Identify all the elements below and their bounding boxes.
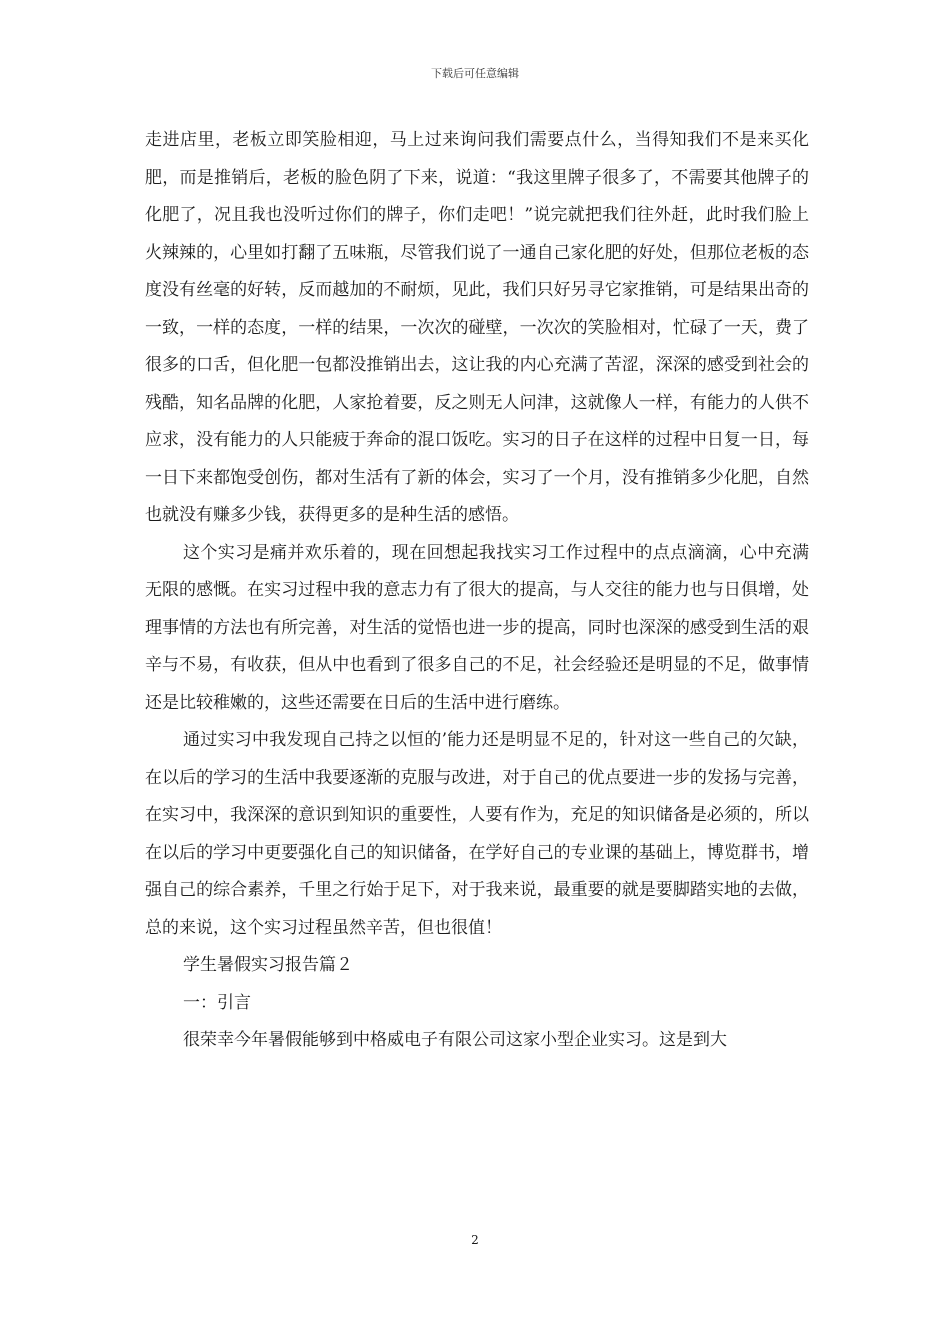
section-intro-paragraph: 很荣幸今年暑假能够到中格威电子有限公司这家小型企业实习。这是到大 — [183, 1030, 727, 1050]
document-body — [145, 122, 809, 1060]
paragraph-continuation: 走进店里，老板立即笑脸相迎，马上过来询问我们需要点什么，当得知我们不是来买化肥，而是推销后，老板的脸色阴了下来，说道：“我这里牌子很多了，不需要其他牌子的化肥了，况且我也没听过你们的牌子，你们走吧！”说完就把我们往外赶，此时我们脸上火辣辣的，心里如打翻了五味瓶，尽管我们说了一通自己家化肥的好处，但那位老板的态度没有丝毫的好转，反而越加的不耐烦，见此，我们只好另寻它家推销，可是结果出奇的一致，一样的态度，一样的结果，一次次的碰壁，一次次的笑脸相对，忙碌了一天，费了很多的口舌，但化肥一包都没推销出去，这让我的内心充满了苦涩，深深的感受到社会的残酷，知名品牌的化肥，人家抢着要，反之则无人问津，这就像人一样，有能力的人供不应求，没有能力的人只能疲于奔命的混口饭吃。实习的日子在这样的过程中日复一日，每一日下来都饱受创伤，都对生活有了新的体会，实习了一个月，没有推销多少化肥，自然也就没有赚多少钱，获得更多的是种生活的感悟。 — [145, 130, 809, 525]
section-title: 学生暑假实习报告篇２ — [183, 955, 353, 975]
page-number: 2 — [471, 1233, 479, 1247]
section-subtitle: 一：引言 — [183, 992, 251, 1013]
page-header-note: 下载后可任意编辑 — [431, 67, 519, 80]
paragraph-reflection: 这个实习是痛并欢乐着的，现在回想起我找实习工作过程中的点点滴滴，心中充满无限的感慨。在实习过程中我的意志力有了很大的提高，与人交往的能力也与日俱增，处理事情的方法也有所完善，对生活的觉悟也进一步的提高，同时也深深的感受到生活的艰辛与不易，有收获，但从中也看到了很多自己的不足，社会经验还是明显的不足，做事情还是比较稚嫩的，这些还需要在日后的生活中进行磨练。 — [145, 542, 809, 713]
paragraph-conclusion: 通过实习中我发现自己持之以恒的’能力还是明显不足的，针对这一些自己的欠缺，在以后的学习的生活中我要逐渐的克服与改进，对于自己的优点要进一步的发扬与完善，在实习中，我深深的意识到知识的重要性，人要有作为，充足的知识储备是必须的，所以在以后的学习中更要强化自己的知识储备，在学好自己的专业课的基础上，博览群书，增强自己的综合素养，千里之行始于足下，对于我来说，最重要的就是要脚踏实地的去做，总的来说，这个实习过程虽然辛苦，但也很值！ — [145, 730, 809, 938]
